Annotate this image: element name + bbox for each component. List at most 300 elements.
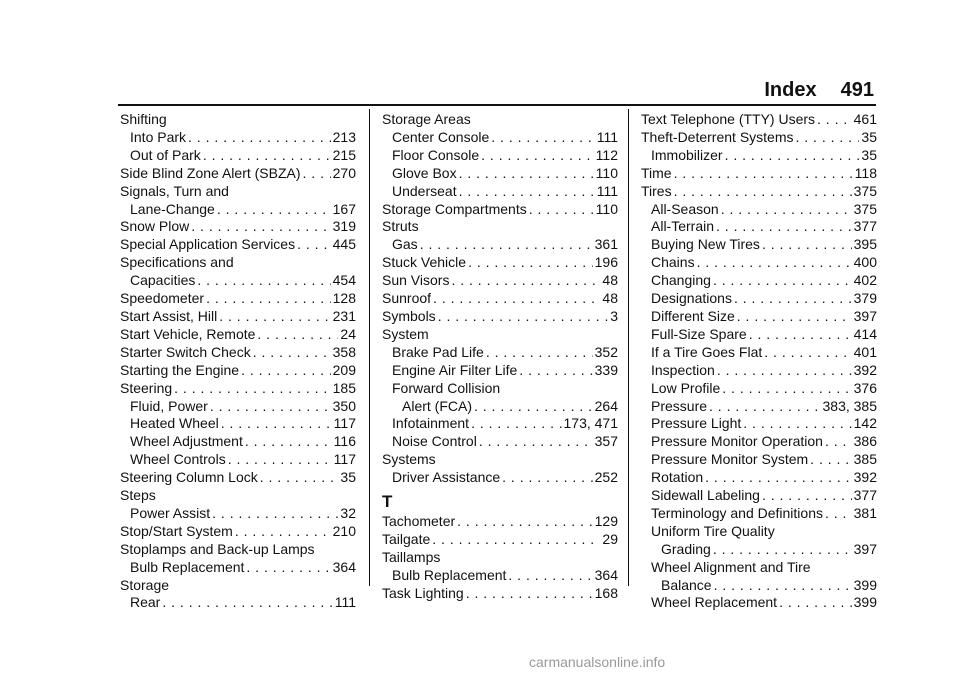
dot-leader bbox=[737, 308, 852, 326]
dot-leader bbox=[228, 451, 332, 469]
index-entry-page: 400 bbox=[853, 254, 877, 271]
index-entry-label: Underseat bbox=[392, 182, 457, 199]
index-entry bbox=[120, 183, 356, 201]
index-entry-page: 414 bbox=[853, 325, 877, 342]
index-entry bbox=[382, 129, 618, 147]
dot-leader bbox=[722, 380, 851, 398]
header-rule bbox=[118, 104, 876, 106]
index-entry-label: Capacities bbox=[130, 272, 196, 289]
index-entry-label: Storage Areas bbox=[382, 111, 471, 127]
index-entry-label: Pressure Light bbox=[651, 415, 742, 432]
index-entry bbox=[120, 201, 356, 219]
index-entry-label: Driver Assistance bbox=[392, 469, 501, 486]
index-entry-label: Specifications and bbox=[120, 254, 234, 271]
index-entry-page: 402 bbox=[853, 272, 877, 289]
index-entry bbox=[120, 380, 356, 398]
index-entry-page: 110 bbox=[595, 164, 618, 181]
index-entry-label: Signals, Turn and bbox=[120, 182, 229, 199]
index-entry-page: 252 bbox=[594, 469, 618, 486]
dot-leader bbox=[674, 165, 853, 183]
dot-leader bbox=[438, 308, 609, 326]
section-title: Index bbox=[764, 79, 817, 101]
index-entry-label: Starter Switch Check bbox=[120, 343, 251, 360]
dot-leader bbox=[246, 559, 330, 577]
index-entry bbox=[641, 505, 877, 523]
index-entry-label: Rear bbox=[130, 594, 161, 611]
index-entry bbox=[120, 433, 356, 451]
dot-leader bbox=[466, 585, 593, 603]
index-entry-label: All-Terrain bbox=[651, 218, 715, 235]
index-entry bbox=[641, 380, 877, 398]
dot-leader bbox=[433, 290, 600, 308]
dot-leader bbox=[241, 362, 331, 380]
index-entry bbox=[382, 183, 618, 201]
index-entry bbox=[382, 272, 618, 290]
index-entry-label: Heated Wheel bbox=[130, 415, 219, 432]
dot-leader bbox=[810, 451, 851, 469]
index-entry-label: Out of Park bbox=[130, 146, 201, 163]
index-entry bbox=[382, 308, 618, 326]
index-entry-label: Full-Size Spare bbox=[651, 325, 747, 342]
index-entry-label: Buying New Tires bbox=[651, 236, 760, 253]
index-entry bbox=[641, 594, 877, 612]
index-entry bbox=[120, 559, 356, 577]
dot-leader bbox=[491, 129, 594, 147]
dot-leader bbox=[486, 344, 593, 362]
index-entry-label: Uniform Tire Quality bbox=[651, 522, 775, 539]
index-entry bbox=[382, 380, 618, 398]
dot-leader bbox=[743, 415, 851, 433]
dot-leader bbox=[203, 147, 331, 165]
index-entry bbox=[382, 236, 618, 254]
index-entry-label: Infotainment bbox=[392, 415, 470, 432]
index-entry-label: Sunroof bbox=[382, 290, 432, 307]
index-entry bbox=[641, 326, 877, 344]
index-entry bbox=[120, 487, 356, 505]
index-entry bbox=[382, 165, 618, 183]
dot-leader bbox=[260, 469, 339, 487]
index-entry-label: Wheel Controls bbox=[130, 451, 226, 468]
dot-leader bbox=[210, 398, 331, 416]
index-entry-page: 116 bbox=[333, 433, 356, 450]
index-entry bbox=[120, 147, 356, 165]
index-entry bbox=[382, 549, 618, 567]
index-entry-page: 461 bbox=[853, 111, 877, 127]
dot-leader bbox=[479, 433, 593, 451]
index-entry-page: 213 bbox=[332, 128, 356, 145]
index-entry-label: Storage bbox=[120, 576, 170, 593]
index-entry bbox=[120, 523, 356, 541]
dot-leader bbox=[714, 577, 852, 595]
index-entry bbox=[641, 201, 877, 219]
dot-leader bbox=[451, 272, 600, 290]
index-entry-label: If a Tire Goes Flat bbox=[651, 343, 763, 360]
index-entry-page: 399 bbox=[853, 594, 877, 611]
index-entry bbox=[641, 308, 877, 326]
index-entry-label: Chains bbox=[651, 254, 695, 271]
index-entry-page: 167 bbox=[332, 200, 356, 217]
dot-leader bbox=[713, 272, 852, 290]
index-entry bbox=[120, 577, 356, 595]
index-entry bbox=[641, 129, 877, 147]
index-entry bbox=[641, 165, 877, 183]
index-entry-label: Side Blind Zone Alert (SBZA) bbox=[120, 164, 301, 181]
index-entry bbox=[120, 505, 356, 523]
index-entry-page: 196 bbox=[594, 254, 618, 271]
index-entry-page: 358 bbox=[332, 343, 356, 360]
index-entry bbox=[120, 398, 356, 416]
dot-leader bbox=[749, 326, 852, 344]
index-entry bbox=[382, 254, 618, 272]
index-entry-label: Theft-Deterrent Systems bbox=[641, 128, 794, 145]
dot-leader bbox=[245, 433, 332, 451]
index-entry-page: 350 bbox=[332, 397, 356, 414]
index-entry-page: 352 bbox=[594, 343, 618, 360]
index-entry-label: Power Assist bbox=[130, 504, 211, 521]
dot-leader bbox=[468, 254, 593, 272]
dot-leader bbox=[219, 308, 330, 326]
index-entry-page: 35 bbox=[861, 146, 877, 163]
dot-leader bbox=[764, 344, 851, 362]
index-entry-label: Bulb Replacement bbox=[392, 566, 507, 583]
index-entry-page: 112 bbox=[595, 146, 618, 163]
index-entry-label: Brake Pad Life bbox=[392, 343, 484, 360]
index-entry bbox=[641, 559, 877, 577]
index-entry-page: 454 bbox=[332, 272, 356, 289]
index-entry-label: Pressure Monitor System bbox=[651, 451, 809, 468]
index-entry-page: 185 bbox=[332, 379, 356, 396]
index-entry-page: 129 bbox=[594, 513, 618, 530]
index-entry bbox=[120, 272, 356, 290]
index-entry-label: Steering bbox=[120, 379, 173, 396]
column-divider bbox=[369, 109, 370, 586]
index-entry-label: Tires bbox=[641, 182, 672, 199]
dot-leader bbox=[502, 469, 592, 487]
index-column-3 bbox=[641, 111, 877, 612]
index-entry-label: Forward Collision bbox=[392, 379, 501, 396]
index-entry-page: 385 bbox=[853, 451, 877, 468]
index-entry-page: 3 bbox=[610, 307, 618, 324]
index-letter-heading: T bbox=[382, 492, 393, 512]
index-entry-label: Alert (FCA) bbox=[402, 397, 472, 414]
dot-leader bbox=[716, 218, 852, 236]
dot-leader bbox=[206, 290, 331, 308]
index-entry-label: Fluid, Power bbox=[130, 397, 208, 414]
dot-leader bbox=[297, 236, 331, 254]
index-entry-page: 383, 385 bbox=[822, 397, 877, 414]
index-entry bbox=[120, 254, 356, 272]
index-entry-label: Struts bbox=[382, 218, 419, 235]
index-entry bbox=[382, 147, 618, 165]
index-entry-page: 270 bbox=[332, 164, 356, 181]
index-entry bbox=[641, 433, 877, 451]
dot-leader bbox=[481, 147, 594, 165]
index-entry-label: Glove Box bbox=[392, 164, 457, 181]
index-entry-label: Immobilizer bbox=[651, 146, 723, 163]
index-entry bbox=[120, 451, 356, 469]
index-entry-page: 117 bbox=[333, 415, 356, 432]
index-entry-page: 376 bbox=[853, 379, 877, 396]
index-entry-label: Starting the Engine bbox=[120, 361, 240, 378]
index-entry-page: 173, 471 bbox=[563, 415, 618, 432]
index-entry-page: 319 bbox=[332, 218, 356, 235]
index-entry bbox=[120, 415, 356, 433]
dot-leader bbox=[725, 147, 860, 165]
dot-leader bbox=[191, 218, 330, 236]
index-entry-page: 118 bbox=[854, 164, 877, 181]
index-entry bbox=[641, 111, 877, 129]
dot-leader bbox=[519, 362, 592, 380]
dot-leader bbox=[217, 201, 331, 219]
index-entry bbox=[120, 344, 356, 362]
dot-leader bbox=[162, 594, 332, 612]
dot-leader bbox=[674, 183, 852, 201]
index-entry bbox=[641, 469, 877, 487]
index-entry bbox=[382, 433, 618, 451]
index-entry-page: 381 bbox=[853, 504, 877, 521]
index-entry bbox=[120, 326, 356, 344]
index-entry-label: Center Console bbox=[392, 128, 490, 145]
index-entry-label: Floor Console bbox=[392, 146, 480, 163]
index-entry-label: Wheel Adjustment bbox=[130, 433, 243, 450]
index-entry-label: Inspection bbox=[651, 361, 715, 378]
index-entry bbox=[382, 415, 618, 433]
dot-leader bbox=[734, 290, 852, 308]
index-entry-page: 168 bbox=[594, 584, 618, 601]
index-entry-label: Tailgate bbox=[382, 530, 431, 547]
index-entry bbox=[641, 415, 877, 433]
index-entry-page: 29 bbox=[602, 530, 618, 547]
index-entry-label: Time bbox=[641, 164, 672, 181]
dot-leader bbox=[508, 567, 592, 585]
dot-leader bbox=[459, 165, 594, 183]
index-entry bbox=[641, 254, 877, 272]
index-entry-label: Special Application Services bbox=[120, 236, 296, 253]
dot-leader bbox=[697, 254, 852, 272]
watermark: carmanualsonline.info bbox=[529, 654, 666, 670]
index-entry-page: 377 bbox=[853, 218, 877, 235]
index-entry-label: Bulb Replacement bbox=[130, 558, 245, 575]
index-entry-label: Low Profile bbox=[651, 379, 721, 396]
dot-leader bbox=[221, 415, 332, 433]
dot-leader bbox=[457, 513, 592, 531]
index-entry-page: 35 bbox=[340, 469, 356, 486]
index-entry-page: 392 bbox=[853, 361, 877, 378]
index-entry bbox=[641, 344, 877, 362]
dot-leader bbox=[762, 236, 852, 254]
index-entry-label: Storage Compartments bbox=[382, 200, 527, 217]
index-entry-page: 32 bbox=[340, 504, 356, 521]
index-entry bbox=[641, 147, 877, 165]
dot-leader bbox=[709, 398, 820, 416]
index-entry-page: 215 bbox=[332, 146, 356, 163]
index-entry bbox=[120, 469, 356, 487]
index-entry-label: Into Park bbox=[130, 128, 187, 145]
index-entry-label: Different Size bbox=[651, 307, 735, 324]
index-entry-label: All-Season bbox=[651, 200, 719, 217]
index-entry-label: Speedometer bbox=[120, 290, 205, 307]
dot-leader bbox=[825, 505, 852, 523]
index-entry-page: 399 bbox=[853, 576, 877, 593]
index-entry-label: Steps bbox=[120, 487, 156, 504]
index-entry-page: 386 bbox=[853, 433, 877, 450]
index-entry-page: 397 bbox=[853, 540, 877, 557]
index-entry bbox=[120, 541, 356, 559]
index-entry bbox=[382, 290, 618, 308]
index-entry bbox=[120, 111, 356, 129]
dot-leader bbox=[188, 129, 331, 147]
index-entry-page: 24 bbox=[340, 325, 356, 342]
index-entry-label: Task Lighting bbox=[382, 584, 464, 601]
index-entry bbox=[382, 218, 618, 236]
index-entry bbox=[641, 183, 877, 201]
dot-leader bbox=[705, 469, 851, 487]
dot-leader bbox=[197, 272, 330, 290]
index-entry-label: Noise Control bbox=[392, 433, 477, 450]
index-entry bbox=[641, 577, 877, 595]
index-entry-page: 231 bbox=[332, 307, 356, 324]
index-entry-page: 35 bbox=[861, 128, 877, 145]
index-entry-page: 111 bbox=[596, 128, 618, 145]
index-entry-label: Systems bbox=[382, 451, 436, 468]
index-entry-page: 397 bbox=[853, 307, 877, 324]
index-entry bbox=[641, 218, 877, 236]
index-entry bbox=[382, 585, 618, 603]
index-column-2 bbox=[382, 111, 618, 603]
index-entry-label: Start Vehicle, Remote bbox=[120, 325, 256, 342]
index-entry-label: Text Telephone (TTY) Users bbox=[641, 111, 816, 127]
dot-leader bbox=[174, 380, 330, 398]
index-column-1 bbox=[120, 111, 356, 612]
index-entry-page: 364 bbox=[332, 558, 356, 575]
index-entry-page: 264 bbox=[594, 397, 618, 414]
index-entry-page: 111 bbox=[596, 182, 618, 199]
index-entry-page: 142 bbox=[853, 415, 877, 432]
index-entry bbox=[382, 451, 618, 469]
index-entry-page: 48 bbox=[602, 272, 618, 289]
dot-leader bbox=[796, 129, 860, 147]
dot-leader bbox=[474, 398, 593, 416]
dot-leader bbox=[717, 362, 852, 380]
index-entry bbox=[382, 111, 618, 129]
dot-leader bbox=[762, 487, 852, 505]
index-entry bbox=[120, 362, 356, 380]
index-entry-page: 111 bbox=[334, 594, 356, 611]
index-entry-page: 209 bbox=[332, 361, 356, 378]
index-entry-page: 364 bbox=[594, 566, 618, 583]
index-entry-label: Stop/Start System bbox=[120, 522, 233, 539]
index-entry bbox=[641, 290, 877, 308]
index-entry bbox=[382, 531, 618, 549]
index-entry-page: 357 bbox=[594, 433, 618, 450]
page-number: 491 bbox=[840, 79, 874, 101]
index-entry-page: 379 bbox=[853, 290, 877, 307]
index-entry-label: Grading bbox=[661, 540, 711, 557]
dot-leader bbox=[713, 541, 852, 559]
index-entry-label: Gas bbox=[392, 236, 418, 253]
column-divider bbox=[628, 109, 629, 586]
index-entry bbox=[382, 201, 618, 219]
index-entry-label: Changing bbox=[651, 272, 711, 289]
index-entry bbox=[382, 398, 618, 416]
dot-leader bbox=[253, 344, 331, 362]
index-entry-page: 377 bbox=[853, 487, 877, 504]
index-entry-page: 210 bbox=[332, 522, 356, 539]
dot-leader bbox=[825, 433, 852, 451]
index-entry-label: Terminology and Definitions bbox=[651, 504, 823, 521]
index-entry bbox=[120, 308, 356, 326]
index-entry bbox=[120, 129, 356, 147]
dot-leader bbox=[721, 201, 852, 219]
index-entry-label: Snow Plow bbox=[120, 218, 190, 235]
index-entry bbox=[120, 594, 356, 612]
index-entry bbox=[382, 469, 618, 487]
index-entry bbox=[641, 362, 877, 380]
index-entry-label: Shifting bbox=[120, 111, 167, 127]
index-entry-label: Lane-Change bbox=[130, 200, 215, 217]
index-entry-label: Steering Column Lock bbox=[120, 469, 258, 486]
index-entry-label: Wheel Replacement bbox=[651, 594, 778, 611]
index-entry-page: 375 bbox=[853, 182, 877, 199]
index-entry bbox=[641, 523, 877, 541]
index-entry bbox=[641, 541, 877, 559]
index-entry bbox=[641, 487, 877, 505]
index-entry bbox=[641, 236, 877, 254]
index-entry bbox=[382, 567, 618, 585]
index-entry-label: Stuck Vehicle bbox=[382, 254, 467, 271]
index-entry-page: 395 bbox=[853, 236, 877, 253]
index-entry-label: Tachometer bbox=[382, 513, 456, 530]
index-entry-page: 361 bbox=[594, 236, 618, 253]
index-entry-label: Wheel Alignment and Tire bbox=[651, 558, 811, 575]
index-entry-label: Start Assist, Hill bbox=[120, 307, 218, 324]
index-entry-label: System bbox=[382, 325, 429, 342]
index-entry-label: Pressure bbox=[651, 397, 708, 414]
index-entry bbox=[120, 165, 356, 183]
index-entry-page: 375 bbox=[853, 200, 877, 217]
index-entry-page: 401 bbox=[853, 343, 877, 360]
index-entry bbox=[120, 236, 356, 254]
index-entry bbox=[120, 218, 356, 236]
dot-leader bbox=[420, 236, 593, 254]
index-entry bbox=[382, 362, 618, 380]
dot-leader bbox=[459, 183, 595, 201]
index-entry bbox=[641, 451, 877, 469]
dot-leader bbox=[432, 531, 600, 549]
index-entry-label: Symbols bbox=[382, 307, 436, 324]
dot-leader bbox=[817, 111, 852, 129]
index-entry-label: Taillamps bbox=[382, 548, 441, 565]
index-entry-page: 445 bbox=[332, 236, 356, 253]
index-entry-label: Sidewall Labeling bbox=[651, 487, 760, 504]
index-entry bbox=[382, 513, 618, 531]
index-entry bbox=[382, 326, 618, 344]
index-entry-label: Engine Air Filter Life bbox=[392, 361, 518, 378]
index-entry-label: Stoplamps and Back-up Lamps bbox=[120, 540, 315, 557]
index-entry-label: Pressure Monitor Operation bbox=[651, 433, 823, 450]
index-entry-page: 117 bbox=[333, 451, 356, 468]
dot-leader bbox=[303, 165, 331, 183]
dot-leader bbox=[257, 326, 338, 344]
dot-leader bbox=[235, 523, 331, 541]
index-entry-page: 128 bbox=[332, 290, 356, 307]
index-entry-page: 339 bbox=[594, 361, 618, 378]
index-entry-label: Designations bbox=[651, 290, 732, 307]
index-entry bbox=[641, 398, 877, 416]
index-entry-label: Rotation bbox=[651, 469, 704, 486]
index-entry-label: Sun Visors bbox=[382, 272, 450, 289]
dot-leader bbox=[471, 415, 561, 433]
